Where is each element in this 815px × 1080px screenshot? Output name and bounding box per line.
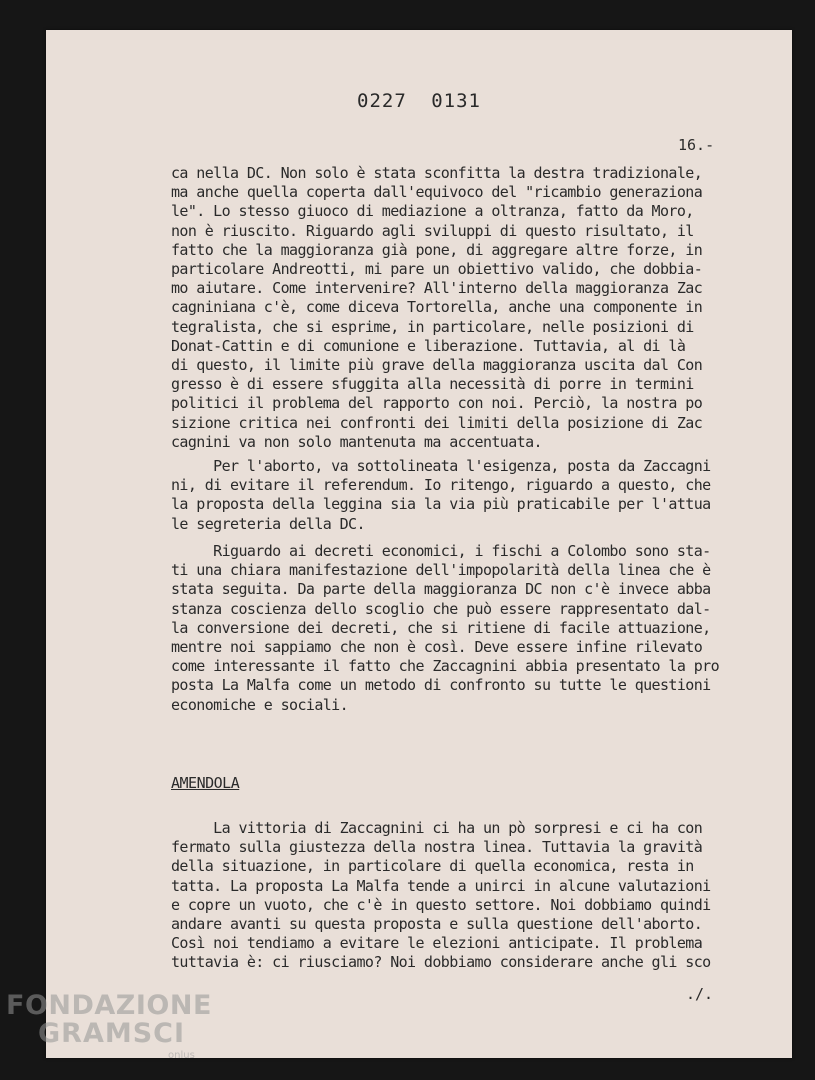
continuation-mark: ./. — [686, 985, 714, 1003]
paragraph-1: ca nella DC. Non solo è stata sconfitta la destra tradizionale, ma anche quella coperta dall'equivoco del "ricambio generaziona le". Lo stesso giuoco di mediazione a oltranza, fatto da Moro, non è riuscito. Riguardo agli sviluppi di questo risultato, il fatto che la maggioranza già pone, di aggregare altre forze, in particolare Andreotti, mi pare un obiettivo valido, che dobbia- mo aiutare. Come intervenire? All'interno della maggioranza Zac cagniniana c'è, come diceva Tortorella, anche una componente in tegralista, che si esprime, in particolare, nelle posizioni di Donat-Cattin e di comunione e liberazione. Tuttavia, al di là di questo, il limite più grave della maggioranza uscita dal Con gresso è di essere sfuggita alla necessità di porre in termini politici il problema del rapporto con noi. Perciò, la nostra po sizione critica nei confronti dei limiti della posizione di Zac cagnini va non solo mantenuta ma accentuata. — [171, 164, 703, 451]
watermark-logo-line2: GRAMSCI — [38, 1018, 186, 1049]
watermark-logo-small: onlus — [168, 1050, 195, 1061]
speaker-heading: AMENDOLA — [171, 774, 240, 792]
document-page — [46, 30, 792, 1058]
paragraph-2: Per l'aborto, va sottolineata l'esigenza, posta da Zaccagni ni, di evitare il referendum. Io ritengo, riguardo a questo, che la proposta della leggina sia la via più praticabile per l'attua le segreteria della DC. — [171, 457, 711, 533]
archive-stamp-number: 0227 0131 — [357, 90, 481, 112]
paragraph-4: La vittoria di Zaccagnini ci ha un pò sorpresi e ci ha con fermato sulla giustezza della nostra linea. Tuttavia la gravità della situazione, in particolare di quella economica, resta in tatta. La proposta La Malfa tende a unirci in alcune valutazioni e copre un vuoto, che c'è in questo settore. Noi dobbiamo quindi andare avanti su questa proposta e sulla questione dell'aborto. Così noi tendiamo a evitare le elezioni anticipate. Il problema tuttavia è: ci riusciamo? Noi dobbiamo considerare anche gli sco — [171, 819, 711, 972]
page-number: 16.- — [678, 136, 715, 154]
paragraph-3: Riguardo ai decreti economici, i fischi a Colombo sono sta- ti una chiara manifestazione dell'impopolarità della linea che è stata seguita. Da parte della maggioranza DC non c'è invece abba stanza coscienza dello scoglio che può essere rappresentato dal- la conversione dei decreti, che si ritiene di facile attuazione, mentre noi sappiamo che non è così. Deve essere infine rilevato come interessante il fatto che Zaccagnini abbia presentato la pro posta La Malfa come un metodo di confronto su tutte le questioni economiche e sociali. — [171, 542, 720, 714]
watermark-logo-line1: FONDAZIONE — [6, 990, 212, 1021]
